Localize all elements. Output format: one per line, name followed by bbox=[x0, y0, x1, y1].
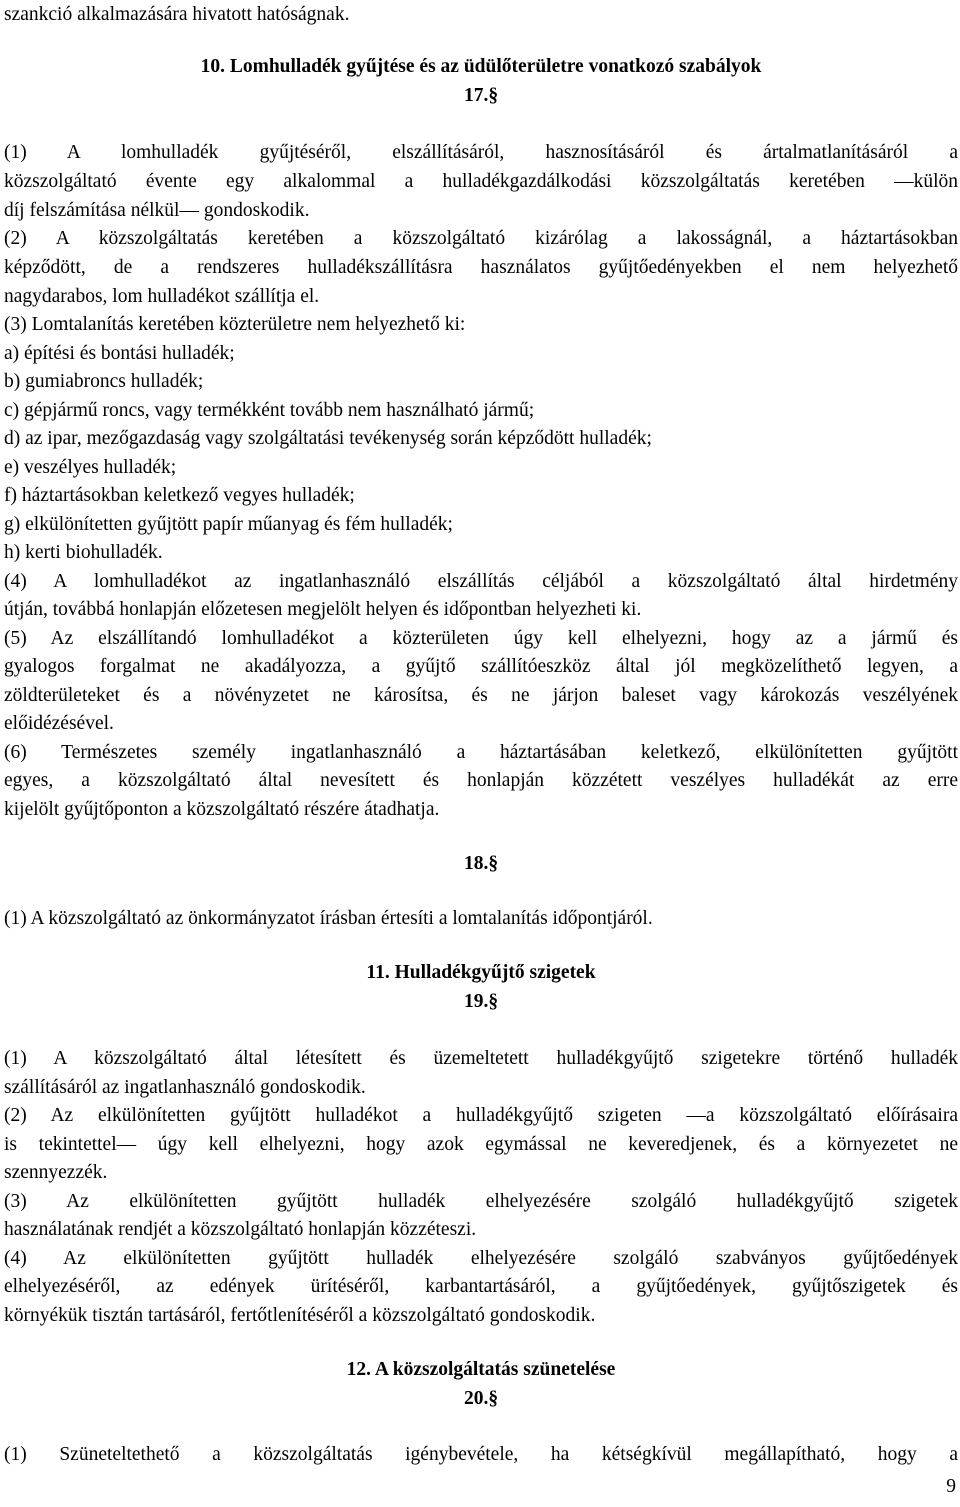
paragraph-line: egyes, a közszolgáltató által nevesített és honlapján közzétett veszélyes hulladékát az erre bbox=[4, 770, 958, 791]
paragraph-line: (1) A közszolgáltató az önkormányzatot írásban értesíti a lomtalanítás időpontjáról. bbox=[4, 908, 653, 929]
paragraph-line: szállításáról az ingatlanhasználó gondoskodik. bbox=[4, 1077, 366, 1098]
paragraph-line: (5) Az elszállítandó lomhulladékot a közterületen úgy kell elhelyezni, hogy az a jármű és bbox=[4, 628, 958, 649]
paragraph-number: 20.§ bbox=[463, 1388, 499, 1409]
paragraph-line: (1) A közszolgáltató által létesített és üzemeltetett hulladékgyűjtő szigetekre történő hulladék bbox=[4, 1048, 958, 1069]
paragraph-line: (3) Lomtalanítás keretében közterületre nem helyezhető ki: bbox=[4, 314, 466, 335]
list-item: c) gépjármű roncs, vagy termékként tovább nem használható jármű; bbox=[4, 400, 535, 421]
paragraph-line: környékük tisztán tartásáról, fertőtlenítéséről a közszolgáltató gondoskodik. bbox=[4, 1305, 596, 1326]
paragraph-number: 17.§ bbox=[463, 85, 499, 106]
paragraph-line: útján, továbbá honlapján előzetesen megjelölt helyen és időpontban helyezheti ki. bbox=[4, 599, 642, 620]
list-item: b) gumiabroncs hulladék; bbox=[4, 371, 204, 392]
paragraph-line: kijelölt gyűjtőponton a közszolgáltató részére átadhatja. bbox=[4, 799, 440, 820]
paragraph-line: (1) A lomhulladék gyűjtéséről, elszállításáról, hasznosításáról és ártalmatlanításáról a bbox=[4, 142, 958, 163]
paragraph-number: 18.§ bbox=[463, 853, 499, 874]
paragraph-line: (4) Az elkülönítetten gyűjtött hulladék elhelyezésére szolgáló szabványos gyűjtőedények bbox=[4, 1248, 958, 1269]
paragraph-line: képződött, de a rendszeres hulladékszállításra használatos gyűjtőedényekben el nem helyezhető bbox=[4, 257, 958, 278]
list-item: d) az ipar, mezőgazdaság vagy szolgáltatási tevékenység során képződött hulladék; bbox=[4, 428, 652, 449]
paragraph-line: díj felszámítása nélkül― gondoskodik. bbox=[4, 200, 310, 221]
list-item: f) háztartásokban keletkező vegyes hulladék; bbox=[4, 485, 355, 506]
paragraph-line: zöldterületeket és a növényzetet ne károsítsa, és ne járjon baleset vagy károkozás veszélyének bbox=[4, 685, 958, 706]
paragraph-line: szennyezzék. bbox=[4, 1162, 108, 1183]
paragraph-line: gyalogos forgalmat ne akadályozza, a gyűjtő szállítóeszköz által jól megközelíthető legyen, a bbox=[4, 656, 958, 677]
section-heading: 11. Hulladékgyűjtő szigetek bbox=[366, 962, 596, 983]
paragraph-line: nagydarabos, lom hulladékot szállítja el. bbox=[4, 286, 320, 307]
paragraph-line: előidézésével. bbox=[4, 713, 114, 734]
paragraph-line: (4) A lomhulladékot az ingatlanhasználó elszállítás céljából a közszolgáltató által hirdetmény bbox=[4, 571, 958, 592]
paragraph-line: is tekintettel― úgy kell elhelyezni, hogy azok egymással ne keveredjenek, és a környezetet ne bbox=[4, 1134, 958, 1155]
paragraph-line: (2) Az elkülönítetten gyűjtött hulladékot a hulladékgyűjtő szigeten ―a közszolgáltató előírásaira bbox=[4, 1105, 958, 1126]
section-heading: 12. A közszolgáltatás szünetelése bbox=[346, 1359, 616, 1380]
list-item: h) kerti biohulladék. bbox=[4, 542, 163, 563]
paragraph-line: szankció alkalmazására hivatott hatóságnak. bbox=[4, 4, 350, 25]
section-heading: 10. Lomhulladék gyűjtése és az üdülőterületre vonatkozó szabályok bbox=[200, 56, 762, 77]
paragraph-line: (3) Az elkülönítetten gyűjtött hulladék elhelyezésére szolgáló hulladékgyűjtő szigetek bbox=[4, 1191, 958, 1212]
paragraph-line: elhelyezéséről, az edények ürítéséről, karbantartásáról, a gyűjtőedények, gyűjtőszigetek és bbox=[4, 1276, 958, 1297]
paragraph-line: (2) A közszolgáltatás keretében a közszolgáltató kizárólag a lakosságnál, a háztartásokban bbox=[4, 228, 958, 249]
paragraph-number: 19.§ bbox=[463, 991, 499, 1012]
paragraph-line: (1) Szüneteltethető a közszolgáltatás igénybevétele, ha kétségkívül megállapítható, hogy a bbox=[4, 1444, 958, 1465]
list-item: a) építési és bontási hulladék; bbox=[4, 343, 235, 364]
list-item: g) elkülönítetten gyűjtött papír műanyag és fém hulladék; bbox=[4, 514, 453, 535]
page-number: 9 bbox=[946, 1476, 956, 1497]
paragraph-line: használatának rendjét a közszolgáltató honlapján közzéteszi. bbox=[4, 1219, 477, 1240]
list-item: e) veszélyes hulladék; bbox=[4, 457, 177, 478]
paragraph-line: (6) Természetes személy ingatlanhasználó a háztartásában keletkező, elkülönítetten gyűjtött bbox=[4, 742, 958, 763]
paragraph-line: közszolgáltató évente egy alkalommal a hulladékgazdálkodási közszolgáltatás keretében ―külön bbox=[4, 171, 958, 192]
